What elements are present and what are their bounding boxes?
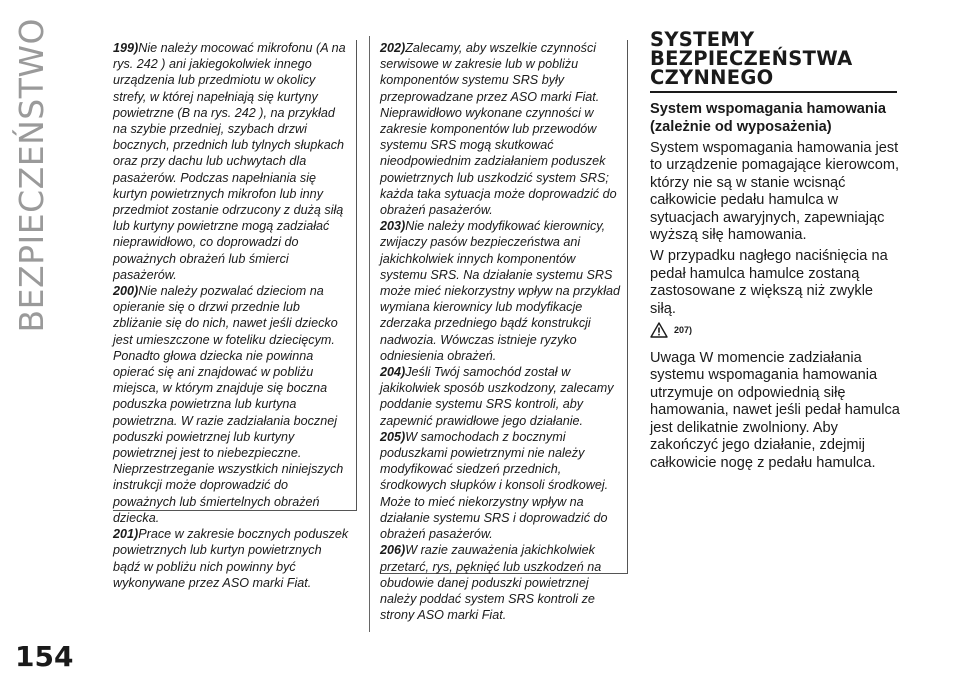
section-side-label <box>6 18 56 333</box>
warning-entry <box>113 283 352 526</box>
warning-number: 201) <box>113 527 139 542</box>
warning-number: 199) <box>113 41 139 55</box>
warning-text: Nie należy mocować mikrofonu (A na rys. 242 ) ani jakiegokolwiek innego urządzenia lub przedmiotu w okolicy strefy, w której napełniają się kurtyny powietrzne (B na rys. 242 ), na przykład na szybie przedniej, szybach drzwi bocznych, przednich lub tylnych słupkach oraz przy dachu lub uchwytach dla pasażerów. Podczas napełniania się kurtyn powietrznych mikrofon lub inny przedmiot zostanie odrzucony z dużą siłą lub kurtyny powietrzne mogą zadziałać nieprawidłowo, co doprowadzi do poważnych obrażeń lub śmierci pasażerów. <box>113 41 346 282</box>
warning-number: 202) <box>380 41 406 55</box>
warning-text: W razie zauważenia jakichkolwiek przetarć, rys, pęknięć lub uszkodzeń na obudowie danej poduszki powietrznej należy poddać system SRS kontroli ze strony ASO marki Fiat. <box>380 543 602 623</box>
subheading: System wspomagania hamowania (zależnie od wyposażenia) <box>650 101 887 135</box>
page-number: 154 <box>15 640 74 673</box>
warning-text: Prace w zakresie bocznych poduszek powietrznych lub kurtyn powietrznych bądź w pobliżu nich powinny być wykonywane przez ASO marki Fiat. <box>113 527 349 590</box>
body-paragraph: Uwaga W momencie zadziałania systemu wspomagania hamowania utrzymuje on odpowiednią siłę hamowania, nawet jeśli pedał hamulca jest delikatnie zwolniony. Aby zakończyć jego działanie, zdejmij całkowicie nogę z pedału hamulca. <box>650 350 900 471</box>
warning-number: 200) <box>113 284 139 299</box>
warning-entry <box>380 429 623 542</box>
warning-reference <box>650 322 900 338</box>
warning-number: 205) <box>380 429 406 444</box>
warnings-box-middle <box>380 40 628 623</box>
warning-number: 204) <box>380 365 406 380</box>
warning-entry <box>380 364 623 429</box>
body-paragraph: System wspomagania hamowania jest to urządzenie pomagające kierowcom, którzy nie są w stanie wcisnąć całkowicie pedału hamulca w sytuacjach awaryjnych, zapewniając wyższą siłę hamowania. <box>650 140 900 244</box>
warning-text: Nie należy pozwalać dzieciom na opieranie się o drzwi przednie lub zbliżanie się do nich, nawet jeśli dziecko jest umieszczone w foteliku dziecięcym. Ponadto głowa dziecka nie powinna opierać się ani znajdować w pobliżu miejsca, w którym znajduje się boczna poduszka powietrzna lub kurtyna powietrzna. W razie zadziałania bocznej poduszki powietrznej lub kurtyny powietrznej jest to niebezpieczne. Nieprzestrzeganie wszystkich niniejszych instrukcji może doprowadzić do poważnych lub śmiertelnych obrażeń dziecka. <box>113 284 344 525</box>
body-paragraph: W przypadku nagłego naciśnięcia na pedał hamulca hamulce zostaną zastosowane z większą niż zwykle siłą. <box>650 248 888 317</box>
warning-entry <box>380 542 623 623</box>
warning-entry <box>113 526 352 591</box>
warning-number: 203) <box>380 219 406 234</box>
warning-entry <box>380 40 623 218</box>
warning-entry <box>380 218 623 364</box>
warning-text: Zalecamy, aby wszelkie czynności serwisowe w zakresie lub w pobliżu komponentów systemu SRS były przeprowadzane przez ASO marki Fiat. Nieprawidłowo wykonane czynności w zakresie komponentów lub przewodów systemu SRS mogą skutkować nieodpowiednim zadziałaniem poduszek powietrznych lub uszkodzić system SRS; każda taka sytuacja może doprowadzić do obrażeń pasażerów. <box>380 41 617 218</box>
warning-text: Nie należy modyfikować kierownicy, zwijaczy pasów bezpieczeństwa ani jakichkolwiek innych komponentów systemu SRS. Na działanie systemu SRS może mieć niekorzystny wpływ na przykład wymiana kierownicy lub modyfikacje zderzaka przedniego bądź konstrukcji nadwozia. Wówczas istnieje ryzyko odniesienia obrażeń. <box>380 219 621 363</box>
warning-entry <box>113 40 352 283</box>
warning-reference-number: 207) <box>674 325 693 336</box>
warning-text: Jeśli Twój samochód został w jakikolwiek sposób uszkodzony, zalecamy poddanie systemu SRS kontroli, aby zapewnić prawidłowe jego działanie. <box>380 365 614 428</box>
column-divider <box>369 36 370 632</box>
section-side-label-text: BEZPIECZEŃSTWO <box>11 18 51 333</box>
warnings-box-left <box>113 40 357 590</box>
title-underline <box>650 91 897 93</box>
warning-text: W samochodach z bocznymi poduszkami powietrznymi nie należy modyfikować siedzeń przednich, środkowych słupków i konsoli środkowej. Może to mieć niekorzystny wpływ na działanie systemu SRS i doprowadzić do obrażeń pasażerów. <box>380 429 609 542</box>
warning-triangle-icon <box>650 322 668 338</box>
warning-number: 206) <box>380 543 406 558</box>
active-safety-section <box>650 30 900 476</box>
section-title: SYSTEMY BEZPIECZEŃSTWA CZYNNEGO <box>650 28 853 89</box>
